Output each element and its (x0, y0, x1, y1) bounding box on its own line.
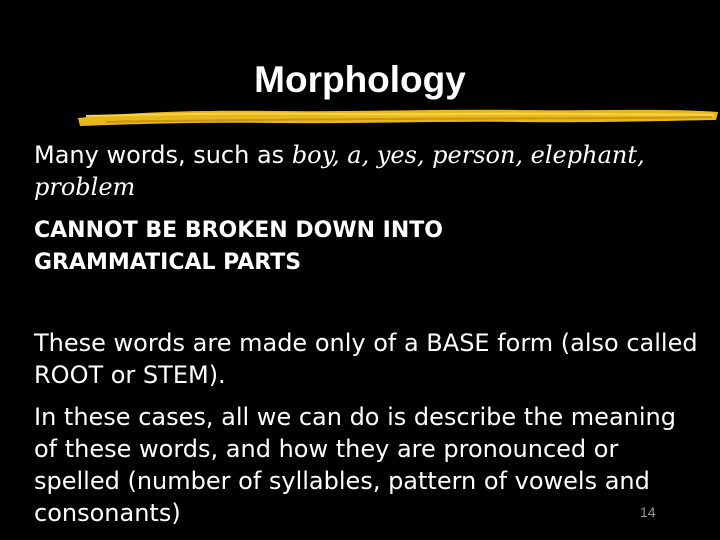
slide-title: Morphology (254, 59, 466, 100)
emphasis-line-2: GRAMMATICAL PARTS (34, 250, 302, 275)
base-form-paragraph: These words are made only of a BASE form (also called ROOT or STEM). (34, 329, 698, 389)
example-words: boy, a, yes, person, elephant, problem (34, 141, 645, 201)
describe-paragraph: In these cases, all we can do is describe the meaning of these words, and how they are pronounced or spelled (number of syllables, pattern of vowels and consonants) (34, 403, 676, 527)
title-underline-brushstroke (76, 104, 720, 130)
intro-text: Many words, such as (34, 141, 292, 169)
intro-paragraph (34, 139, 704, 203)
emphasis-line-1: CANNOT BE BROKEN DOWN INTO (34, 218, 443, 243)
page-number: 14 (640, 504, 656, 520)
emphasis-paragraph (34, 215, 704, 279)
